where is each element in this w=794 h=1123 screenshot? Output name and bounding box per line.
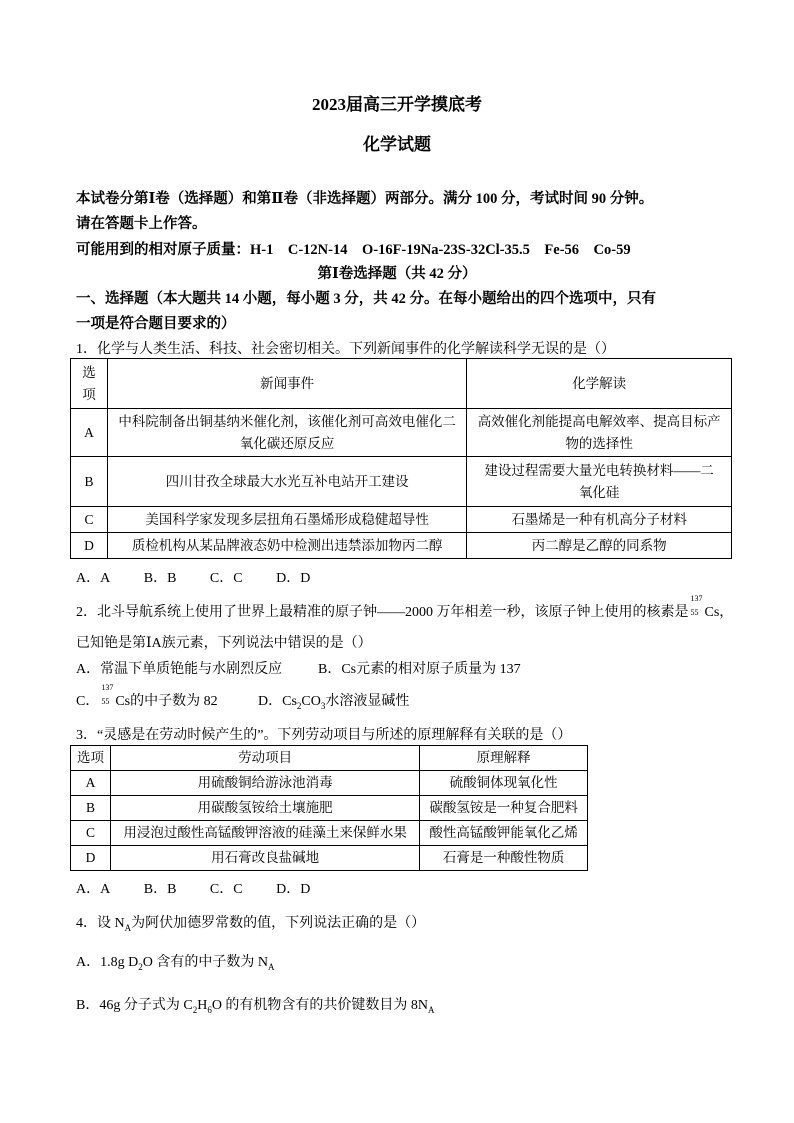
section-heading: 第Ⅰ卷选择题（共 42 分）	[317, 266, 477, 282]
table-row	[71, 533, 732, 559]
isotope-notation: 137 55	[101, 683, 114, 706]
row-event: 四川甘孜全球最大水光互补电站开工建设	[107, 457, 466, 507]
choice-c[interactable]: C．C	[209, 882, 243, 897]
q1-choices	[76, 567, 340, 587]
row-key: B	[71, 457, 108, 507]
table-row	[71, 846, 588, 871]
choice-d[interactable]: D．D	[276, 571, 311, 586]
choice-d[interactable]: D．D	[276, 882, 311, 897]
table-row	[71, 771, 588, 796]
table-row	[71, 457, 732, 507]
q2-option-b[interactable]: B．Cs元素的相对原子质量为 137	[318, 662, 521, 677]
row-key: D	[71, 533, 108, 559]
choice-a[interactable]: A．A	[76, 571, 111, 586]
row-labor: 用硫酸铜给游泳池消毒	[110, 771, 419, 796]
q2-option-c[interactable]: C． 137 55 Cs的中子数为 82	[76, 683, 218, 709]
exam-subtitle: 化学试题	[363, 135, 431, 154]
row-reading: 高效催化剂能提高电解效率、提高目标产 物的选择性	[467, 409, 732, 457]
row-key: A	[71, 409, 108, 457]
choice-b[interactable]: B．B	[143, 882, 177, 897]
q1-header-event: 新闻事件	[107, 359, 466, 409]
q1-header-reading: 化学解读	[467, 359, 732, 409]
q3-header-labor: 劳动项目	[110, 746, 419, 771]
row-principle: 碳酸氢铵是一种复合肥料	[420, 796, 588, 821]
row-event: 质检机构从某品牌液态奶中检测出违禁添加物丙二醇	[107, 533, 466, 559]
choice-c[interactable]: C．C	[209, 571, 243, 586]
q2-stem-line-2: 已知铯是第ⅠA族元素，下列说法中错误的是（）	[76, 636, 372, 651]
q2-option-d[interactable]: D．$Cs_2CO_3$水溶液显碱性	[258, 694, 410, 711]
q4-stem: 4．设 $N_A$为阿伏加德罗常数的值，下列说法正确的是（）	[76, 916, 426, 933]
row-key: B	[71, 796, 111, 821]
row-labor: 用碳酸氢铵给土壤施肥	[110, 796, 419, 821]
exam-title: 2023届高三开学摸底考	[312, 95, 482, 114]
q1-stem: 1．化学与人类生活、科技、社会密切相关。下列新闻事件的化学解读科学无误的是（）	[76, 342, 615, 357]
table-row	[71, 821, 588, 846]
row-reading: 建设过程需要大量光电转换材料——二 氧化硅	[467, 457, 732, 507]
row-reading: 石墨烯是一种有机高分子材料	[467, 507, 732, 533]
row-reading: 丙二醇是乙醇的同系物	[467, 533, 732, 559]
q1-table	[70, 358, 732, 559]
row-key: C	[71, 507, 108, 533]
q3-table	[70, 745, 588, 871]
atomic-mass-line: 可能用到的相对原子质量：H-1 C-12N-14 O-16F-19Na-23S-32Cl-35.5 Fe-56 Co-59	[76, 242, 631, 258]
choice-a[interactable]: A．A	[76, 882, 111, 897]
part-instruction-2: 一项是符合题目要求的）	[76, 316, 236, 332]
intro-line-1: 本试卷分第Ⅰ卷（选择题）和第Ⅱ卷（非选择题）两部分。满分 100 分，考试时间 90 分钟。	[76, 191, 654, 207]
row-principle: 石膏是一种酸性物质	[420, 846, 588, 871]
row-key: C	[71, 821, 111, 846]
intro-line-2: 请在答题卡上作答。	[76, 216, 207, 232]
q3-header-option: 选项	[71, 746, 111, 771]
row-key: A	[71, 771, 111, 796]
q4-option-a[interactable]: A．1.8g $D_2O$ 含有的中子数为 $N_A$	[76, 955, 275, 972]
table-row	[71, 507, 732, 533]
row-key: D	[71, 846, 111, 871]
q2-option-a[interactable]: A．常温下单质铯能与水剧烈反应	[76, 662, 283, 677]
table-row	[71, 409, 732, 457]
part-instruction-1: 一、选择题（本大题共 14 小题，每小题 3 分，共 42 分。在每小题给出的四个选项中，只有	[76, 291, 656, 307]
row-labor: 用石膏改良盐碱地	[110, 846, 419, 871]
q3-stem: 3．“灵感是在劳动时候产生的”。下列劳动项目与所述的原理解释有关联的是（）	[76, 728, 572, 743]
choice-b[interactable]: B．B	[143, 571, 177, 586]
row-principle: 酸性高锰酸钾能氧化乙烯	[420, 821, 588, 846]
q3-choices	[76, 878, 340, 898]
q3-table-header	[71, 746, 588, 771]
q2-stem-line-1: 2．北斗导航系统上使用了世界上最精准的原子钟——2000 万年相差一秒，该原子钟上使用的核素是 137 55 Cs，	[76, 594, 734, 620]
row-labor: 用浸泡过酸性高锰酸钾溶液的硅藻土来保鲜水果	[110, 821, 419, 846]
q1-table-header	[71, 359, 732, 409]
q3-header-principle: 原理解释	[420, 746, 588, 771]
row-principle: 硫酸铜体现氧化性	[420, 771, 588, 796]
q1-header-option: 选 项	[71, 359, 108, 409]
isotope-notation: 137 55	[690, 594, 703, 617]
row-event: 美国科学家发现多层扭角石墨烯形成稳健超导性	[107, 507, 466, 533]
table-row	[71, 796, 588, 821]
q4-option-b[interactable]: B．46g 分子式为 $C_2H_6O$ 的有机物含有的共价键数目为 $8N_A$	[76, 998, 435, 1015]
row-event: 中科院制备出铜基纳米催化剂，该催化剂可高效电催化二 氧化碳还原反应	[107, 409, 466, 457]
